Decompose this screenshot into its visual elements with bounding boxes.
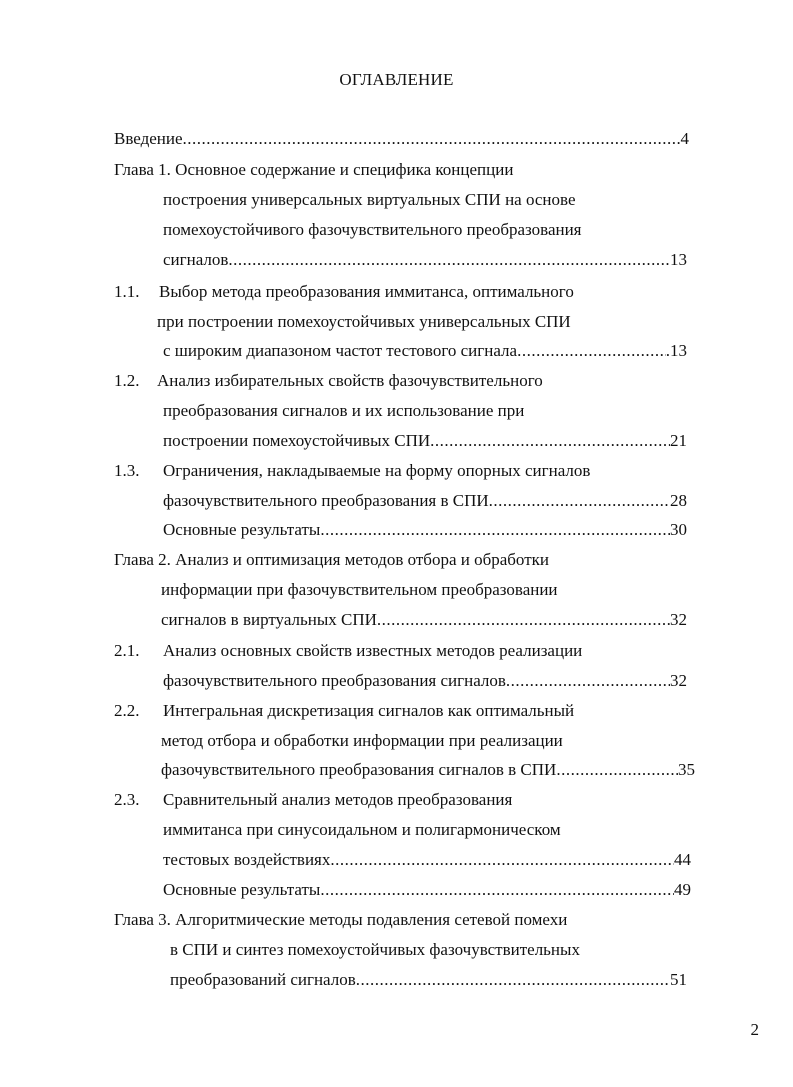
toc-chapter-1-line: помехоустойчивого фазочувствительного преобразования [163, 220, 582, 239]
page-number: 2 [750, 1020, 759, 1039]
toc-section-number: 2.1. [114, 641, 140, 660]
leader-dots [228, 250, 670, 270]
toc-page-number: 30 [670, 520, 687, 539]
toc-section-2-3-last-line [163, 850, 691, 872]
toc-section-1-1-last-line [163, 341, 687, 363]
toc-section-2-1-heading: Анализ основных свойств известных методов реализации [163, 641, 583, 660]
toc-section-1-2-heading: Анализ избирательных свойств фазочувствительного [157, 371, 543, 390]
toc-section-number: 2.3. [114, 790, 140, 809]
toc-chapter-2-line: информации при фазочувствительном преобразовании [161, 580, 558, 599]
toc-section-number: 1.2. [114, 371, 140, 390]
toc-entry-text: Введение [114, 129, 183, 148]
leader-dots [330, 850, 674, 870]
toc-chapter-2-heading: Глава 2. Анализ и оптимизация методов отбора и обработки [114, 550, 549, 569]
leader-dots [556, 760, 678, 780]
toc-entry-text: Основные результаты [163, 880, 321, 899]
toc-chapter-1-heading: Глава 1. Основное содержание и специфика концепции [114, 160, 514, 179]
toc-section-1-1-line: при построении помехоустойчивых универсальных СПИ [157, 312, 571, 331]
toc-section-number: 2.2. [114, 701, 140, 720]
toc-page-number: 32 [670, 671, 687, 690]
toc-chapter-3-line: в СПИ и синтез помехоустойчивых фазочувствительных [170, 940, 580, 959]
toc-chapter-1-line: построения универсальных виртуальных СПИ на основе [163, 190, 576, 209]
toc-section-1-3-heading: Ограничения, накладываемые на форму опорных сигналов [163, 461, 591, 480]
toc-page-number: 35 [678, 760, 695, 779]
toc-entry-text: преобразований сигналов [170, 970, 356, 989]
toc-page-number: 4 [680, 129, 689, 148]
toc-page-number: .13 [665, 341, 687, 360]
toc-section-2-3-heading: Сравнительный анализ методов преобразования [163, 790, 513, 809]
toc-chapter-1-last-line [163, 250, 687, 272]
toc-entry-intro [114, 129, 689, 151]
leader-dots [506, 671, 670, 691]
toc-section-2-2-heading: Интегральная дискретизация сигналов как оптимальный [163, 701, 575, 720]
toc-page-number: 44 [674, 850, 691, 869]
toc-page-number: 49 [674, 880, 691, 899]
toc-entry-text: сигналов в виртуальных СПИ [161, 610, 377, 629]
leader-dots [183, 129, 681, 149]
leader-dots [489, 491, 670, 511]
toc-page-number: 51 [670, 970, 687, 989]
toc-entry-text: тестовых воздействиях [163, 850, 331, 869]
toc-entry-text: Основные результаты [163, 520, 321, 539]
toc-entry-text: фазочувствительного преобразования сигналов в СПИ [161, 760, 557, 779]
toc-entry-text: фазочувствительного преобразования в СПИ [163, 491, 489, 510]
toc-chapter-3-last-line [170, 970, 687, 992]
toc-section-2-2-line: метод отбора и обработки информации при реализации [161, 731, 563, 750]
leader-dots [430, 431, 670, 451]
toc-entry-results-2 [163, 880, 691, 902]
toc-section-1-2-last-line [163, 431, 687, 453]
toc-section-2-3-line: иммитанса при синусоидальном и полигармоническом [163, 820, 561, 839]
toc-entry-text: фазочувствительного преобразования сигналов [163, 671, 506, 690]
toc-page-number: 21 [670, 431, 687, 450]
toc-section-number: 1.3. [114, 461, 140, 480]
leader-dots [320, 520, 670, 540]
toc-entry-text: сигналов [163, 250, 229, 269]
toc-section-2-2-last-line [161, 760, 695, 782]
toc-entry-text: с широким диапазоном частот тестового сигнала [163, 341, 518, 360]
leader-dots [517, 341, 666, 361]
toc-section-2-1-last-line [163, 671, 687, 693]
toc-chapter-2-last-line [161, 610, 687, 632]
toc-entry-text: построении помехоустойчивых СПИ [163, 431, 431, 450]
leader-dots [320, 880, 674, 900]
leader-dots [377, 610, 670, 630]
toc-entry-results-1 [163, 520, 687, 542]
toc-chapter-3-heading: Глава 3. Алгоритмические методы подавления сетевой помехи [114, 910, 568, 929]
toc-title: ОГЛАВЛЕНИЕ [339, 70, 454, 89]
toc-page-number: 13 [670, 250, 687, 269]
toc-page-number: 32 [670, 610, 687, 629]
toc-page-number: 28 [670, 491, 687, 510]
toc-section-number: 1.1. [114, 282, 140, 301]
toc-section-1-1-heading: Выбор метода преобразования иммитанса, оптимального [159, 282, 574, 301]
leader-dots [356, 970, 670, 990]
toc-section-1-3-last-line [163, 491, 687, 513]
toc-section-1-2-line: преобразования сигналов и их использование при [163, 401, 525, 420]
